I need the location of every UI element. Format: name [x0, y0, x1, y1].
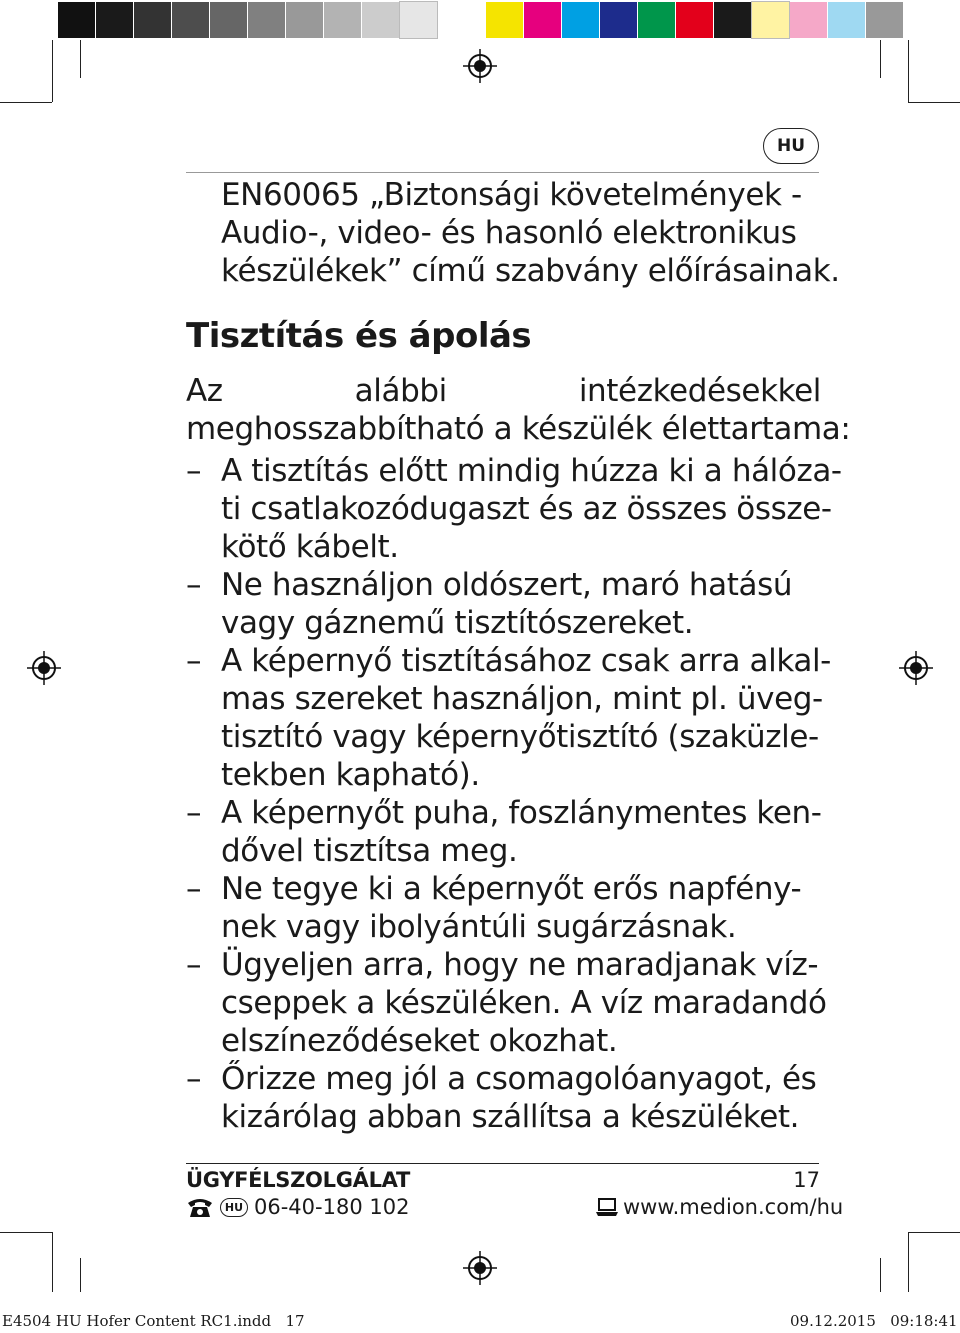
- hotline-row: [186, 1195, 409, 1219]
- intro-line: EN60065 „Biztonsági követelmények -: [221, 177, 802, 213]
- crop-mark: [880, 40, 881, 78]
- bullet-dash: –: [186, 567, 202, 603]
- phone-icon: [186, 1196, 214, 1218]
- color-swatch: [58, 2, 95, 38]
- website-link[interactable]: www.medion.com/hu: [623, 1195, 844, 1219]
- color-swatch: [714, 2, 751, 38]
- print-slug-timestamp: 09.12.2015 09:18:41: [790, 1312, 958, 1330]
- bullet-dash: –: [186, 1061, 202, 1097]
- lead-line: meghosszabbítható a készülék élettartama:: [186, 411, 851, 447]
- bullet-dash: –: [186, 947, 202, 983]
- color-swatch: [752, 2, 789, 38]
- intro-line: készülékek” című szabvány előírásainak.: [221, 253, 840, 289]
- bullet-item: [186, 566, 826, 642]
- color-swatch: [324, 2, 361, 38]
- bullet-dash: –: [186, 871, 202, 907]
- bullet-item: [186, 1060, 826, 1136]
- crop-mark: [880, 1258, 881, 1292]
- lead-paragraph: [186, 372, 851, 448]
- bullet-line: vagy gáznemű tisztítószereket.: [221, 605, 694, 641]
- color-swatch: [524, 2, 561, 38]
- bullet-line: dővel tisztítsa meg.: [221, 833, 518, 869]
- bullet-line: elszíneződéseket okozhat.: [221, 1023, 618, 1059]
- page-number: 17: [793, 1168, 820, 1192]
- registration-mark-icon: [462, 1250, 498, 1286]
- color-swatch: [790, 2, 827, 38]
- bullet-item: [186, 452, 842, 566]
- footer-rule: [186, 1163, 819, 1164]
- crop-mark: [80, 1258, 81, 1292]
- bullet-item: [186, 946, 826, 1060]
- crop-mark: [0, 102, 52, 103]
- color-swatch: [562, 2, 599, 38]
- crop-mark: [0, 1232, 52, 1233]
- lead-word: alábbi: [354, 373, 447, 409]
- registration-mark-icon: [462, 48, 498, 84]
- color-swatch: [286, 2, 323, 38]
- language-badge: HU: [763, 128, 819, 164]
- website-row: [595, 1195, 843, 1219]
- bullet-line: ti csatlakozódugaszt és az összes össze-: [221, 491, 832, 527]
- bullet-dash: –: [186, 643, 202, 679]
- color-swatch: [172, 2, 209, 38]
- bullet-line: Ne használjon oldószert, maró hatású: [221, 567, 793, 603]
- bullet-line: A képernyőt puha, foszlánymentes ken-: [221, 795, 822, 831]
- color-swatch: [362, 2, 399, 38]
- color-swatch: [400, 2, 437, 38]
- color-swatch: [600, 2, 637, 38]
- color-swatch: [248, 2, 285, 38]
- intro-paragraph: [221, 176, 840, 290]
- registration-mark-icon: [898, 650, 934, 686]
- intro-line: Audio-, video- és hasonló elektronikus: [221, 215, 797, 251]
- bullet-dash: –: [186, 453, 202, 489]
- color-swatch: [210, 2, 247, 38]
- bullet-line: cseppek a készüléken. A víz maradandó: [221, 985, 827, 1021]
- crop-mark: [908, 102, 960, 103]
- bullet-dash: –: [186, 795, 202, 831]
- crop-mark: [52, 40, 53, 102]
- color-swatch: [486, 2, 523, 38]
- header-rule: [186, 172, 819, 173]
- bullet-item: [186, 794, 826, 870]
- footer-title: ÜGYFÉLSZOLGÁLAT: [186, 1168, 411, 1192]
- color-swatch: [828, 2, 865, 38]
- bullet-line: A tisztítás előtt mindig húzza ki a hálóza-: [221, 453, 842, 489]
- bullet-line: nek vagy ibolyántúli sugárzásnak.: [221, 909, 737, 945]
- phone-country-badge: HU: [220, 1198, 248, 1217]
- color-swatch: [96, 2, 133, 38]
- section-heading: Tisztítás és ápolás: [186, 316, 532, 356]
- bullet-line: A képernyő tisztításához csak arra alkal-: [221, 643, 831, 679]
- bullet-line: tekben kapható).: [221, 757, 480, 793]
- crop-mark: [52, 1232, 53, 1292]
- bullet-item: [186, 870, 826, 946]
- color-swatch: [134, 2, 171, 38]
- lead-word: Az: [186, 373, 223, 409]
- bullet-line: tisztító vagy képernyőtisztító (szaküzle-: [221, 719, 819, 755]
- bullet-line: Őrizze meg jól a csomagolóanyagot, és: [221, 1061, 817, 1097]
- bullet-line: Ügyeljen arra, hogy ne maradjanak víz-: [221, 947, 819, 983]
- registration-mark-icon: [26, 650, 62, 686]
- hotline-number: 06-40-180 102: [254, 1195, 410, 1219]
- laptop-icon: [595, 1197, 619, 1217]
- bullet-line: Ne tegye ki a képernyőt erős napfény-: [221, 871, 802, 907]
- crop-mark: [908, 40, 909, 102]
- bullet-line: kizárólag abban szállítsa a készüléket.: [221, 1099, 800, 1135]
- color-swatch: [638, 2, 675, 38]
- crop-mark: [80, 40, 81, 78]
- crop-mark: [908, 1232, 960, 1233]
- bullet-line: mas szereket használjon, mint pl. üveg-: [221, 681, 823, 717]
- color-swatch: [866, 2, 903, 38]
- print-slug-filename: E4504 HU Hofer Content RC1.indd 17: [2, 1312, 305, 1330]
- crop-mark: [908, 1232, 909, 1292]
- lead-line-justified: [186, 372, 821, 410]
- bullet-line: kötő kábelt.: [221, 529, 399, 565]
- lead-word: intézkedésekkel: [578, 373, 821, 409]
- bullet-list: [186, 452, 842, 1136]
- color-swatch: [676, 2, 713, 38]
- bullet-item: [186, 642, 831, 794]
